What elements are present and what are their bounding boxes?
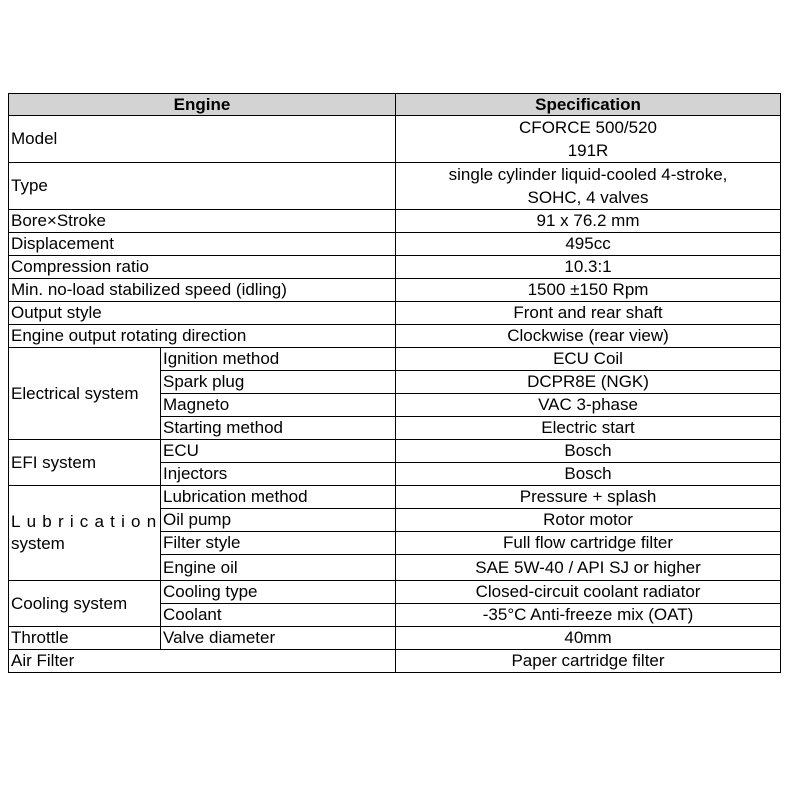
- header-engine: Engine: [9, 94, 396, 116]
- row-value: -35°C Anti-freeze mix (OAT): [396, 604, 781, 627]
- row-value: SAE 5W-40 / API SJ or higher: [396, 555, 781, 581]
- row-label: Model: [9, 116, 396, 163]
- sub-label: Magneto: [161, 394, 396, 417]
- sub-label: Coolant: [161, 604, 396, 627]
- table-row: [9, 650, 781, 673]
- table-row: [9, 440, 781, 463]
- row-value: Rotor motor: [396, 509, 781, 532]
- sub-label: Cooling type: [161, 581, 396, 604]
- row-value: 91 x 76.2 mm: [396, 210, 781, 233]
- row-value: Closed-circuit coolant radiator: [396, 581, 781, 604]
- sub-label: Ignition method: [161, 348, 396, 371]
- sub-label: ECU: [161, 440, 396, 463]
- row-value: Paper cartridge filter: [396, 650, 781, 673]
- row-label: Throttle: [9, 627, 161, 650]
- row-label: Engine output rotating direction: [9, 325, 396, 348]
- group-label-lubrication: [9, 486, 161, 581]
- row-label: Air Filter: [9, 650, 396, 673]
- table-row: [9, 279, 781, 302]
- row-value: [396, 163, 781, 210]
- sub-label: Injectors: [161, 463, 396, 486]
- header-specification: Specification: [396, 94, 781, 116]
- group-label-line: Lubrication: [11, 512, 163, 531]
- table-row: [9, 627, 781, 650]
- row-label: Min. no-load stabilized speed (idling): [9, 279, 396, 302]
- row-value: Front and rear shaft: [396, 302, 781, 325]
- row-value: DCPR8E (NGK): [396, 371, 781, 394]
- table-row: [9, 348, 781, 371]
- row-label: Bore×Stroke: [9, 210, 396, 233]
- group-label-line: system: [11, 534, 65, 553]
- row-value: 40mm: [396, 627, 781, 650]
- sub-label: Lubrication method: [161, 486, 396, 509]
- sub-label: Valve diameter: [161, 627, 396, 650]
- sub-label: Filter style: [161, 532, 396, 555]
- table-row: [9, 210, 781, 233]
- row-label: Type: [9, 163, 396, 210]
- group-label-efi: EFI system: [9, 440, 161, 486]
- table-row: [9, 256, 781, 279]
- row-value: 495cc: [396, 233, 781, 256]
- table-row: [9, 486, 781, 509]
- table-row: [9, 116, 781, 163]
- row-value: 10.3:1: [396, 256, 781, 279]
- row-value: [396, 116, 781, 163]
- row-value: 1500 ±150 Rpm: [396, 279, 781, 302]
- row-value: VAC 3-phase: [396, 394, 781, 417]
- table-row: [9, 233, 781, 256]
- value-line: single cylinder liquid-cooled 4-stroke,: [448, 165, 728, 184]
- row-value: Electric start: [396, 417, 781, 440]
- row-value: Pressure + splash: [396, 486, 781, 509]
- value-line: SOHC, 4 valves: [527, 188, 649, 207]
- table-row: [9, 325, 781, 348]
- table-row: [9, 581, 781, 604]
- value-line: CFORCE 500/520: [519, 118, 657, 137]
- sub-label: Spark plug: [161, 371, 396, 394]
- engine-spec-table: [8, 93, 781, 673]
- row-value: Bosch: [396, 463, 781, 486]
- table-row: [9, 302, 781, 325]
- sub-label: Engine oil: [161, 555, 396, 581]
- group-label-cooling: Cooling system: [9, 581, 161, 627]
- value-line: 191R: [567, 141, 609, 160]
- sub-label: Starting method: [161, 417, 396, 440]
- row-label: Displacement: [9, 233, 396, 256]
- row-value: Clockwise (rear view): [396, 325, 781, 348]
- sub-label: Oil pump: [161, 509, 396, 532]
- row-label: Output style: [9, 302, 396, 325]
- row-value: Full flow cartridge filter: [396, 532, 781, 555]
- row-label: Compression ratio: [9, 256, 396, 279]
- row-value: ECU Coil: [396, 348, 781, 371]
- row-value: Bosch: [396, 440, 781, 463]
- header-row: [9, 94, 781, 116]
- group-label-electrical: Electrical system: [9, 348, 161, 440]
- table-row: [9, 163, 781, 210]
